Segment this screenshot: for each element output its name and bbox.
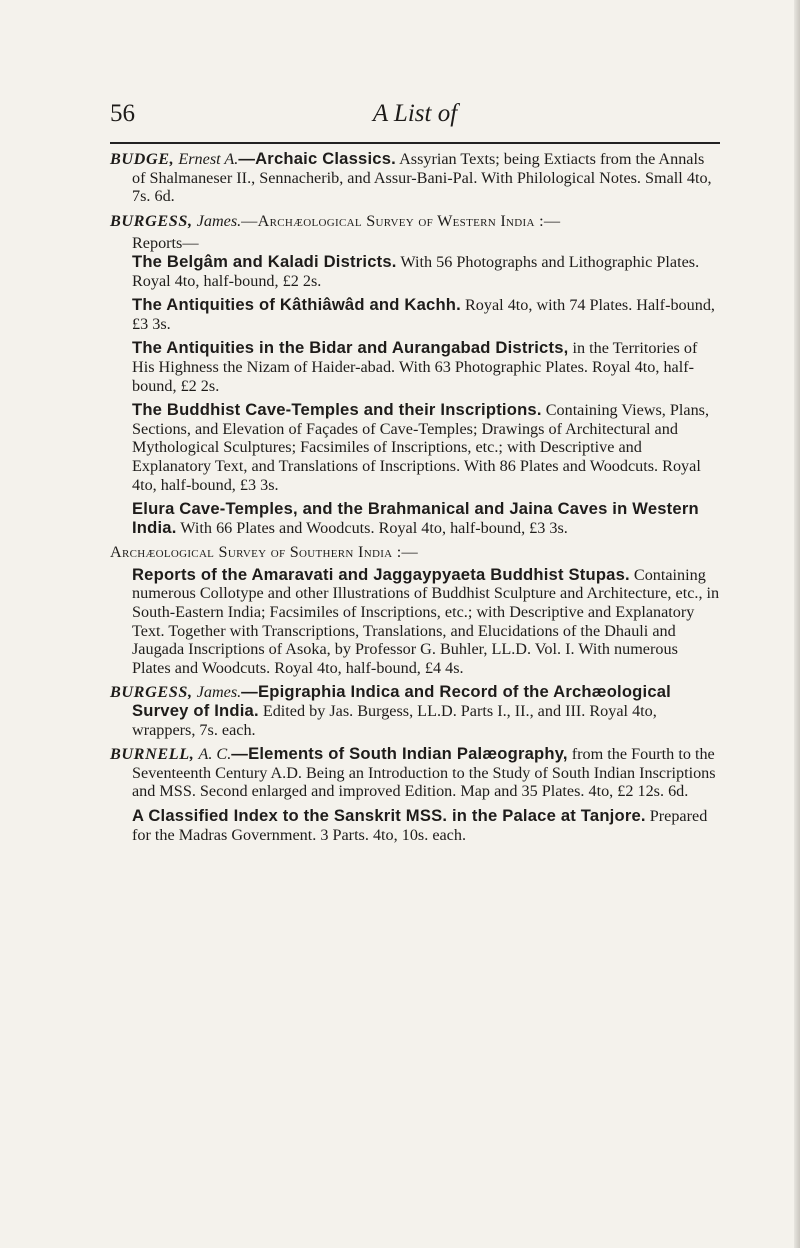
list-entry-elura [132,500,720,537]
entry-description: Containing numerous Collotype and other Illustrations of Buddhist Sculpture and Architecture, etc., in South-Eastern India; Facsimiles of Inscriptions, etc.; with Descriptive and Explanatory Text. Together with Transcriptions, Translations, and Elucidations of the Dhauli and Jaugada Inscriptions of Asoka, by Professor G. Buhler, LL.D. Vol. I. With numerous Plates and Woodcuts. Royal 4to, half-bound, £4 4s. [132,565,720,677]
entry-author-first: A. C. [198,745,232,764]
reports-label-text: Reports— [132,234,199,253]
entry-title: A Classified Index to the Sanskrit MSS. in the Palace at Tanjore. [132,806,646,825]
list-entry-amaravati [132,566,720,678]
header-rule [110,142,720,144]
entry-title: —Epigraphia Indica and Record of the Archæological Survey of India. [132,682,671,721]
entry-title: The Antiquities of Kâthiâwâd and Kachh. [132,295,461,315]
entry-series: Archæological Survey of Southern India :— [110,543,419,562]
entry-author-first: Ernest A. [178,150,239,168]
list-entry-tanjore [132,807,720,844]
entry-author-first: James. [196,683,242,702]
page-header [110,100,720,136]
list-entry-burgess-epigraphia [110,683,720,739]
running-head: A List of [372,100,458,127]
entry-series: —Archæological Survey of Western India :— [241,211,561,230]
entry-author-first: James. [196,211,242,230]
entry-title: —Archaic Classics. [238,149,396,168]
series-heading-southern [110,543,720,562]
entry-title: The Belgâm and Kaladi Districts. [132,251,397,271]
entry-author: BUDGE, [110,150,175,168]
list-entry-buddhist-caves [132,401,720,494]
list-entry-burnell [110,745,720,801]
entry-description: With 56 Photographs and Lithographic Plates. Royal 4to, half-bound, £2 2s. [132,252,700,290]
entry-author: BURGESS, [110,683,193,702]
entry-description: With 66 Plates and Woodcuts. Royal 4to, half-bound, £3 3s. [176,518,568,537]
entry-title: —Elements of South Indian Palæography, [231,744,568,764]
list-entry-bidar [132,339,720,395]
entry-title: The Buddhist Cave-Temples and their Inscriptions. [132,400,542,420]
entry-description: from the Fourth to the Seventeenth Century A.D. Being an Introduction to the Study of South Indian Inscriptions and MSS. Second enlarged and improved Edition. Map and 35 Plates. 4to, £2 12s. 6d. [132,745,716,801]
list-entry-kathiawad [132,296,720,333]
page-edge-shadow [794,0,800,1248]
list-entry-belgam [132,253,720,290]
list-entry-budge [110,150,720,206]
entry-description: Containing Views, Plans, Sections, and Elevation of Façades of Cave-Temples; Drawings of Architectural and Mythological Sculptures; Facsimiles of Inscriptions, etc.; with Descriptive and Explanatory Text, and Translations of Inscriptions. With 86 Plates and Woodcuts. Royal 4to, half-bound, £3 3s. [132,401,710,494]
entry-description: Edited by Jas. Burgess, LL.D. Parts I., II., and III. Royal 4to, wrappers, 7s. each. [132,702,657,739]
entry-title: Reports of the Amaravati and Jaggaypyaeta Buddhist Stupas. [132,564,630,584]
entry-description: Prepared for the Madras Government. 3 Parts. 4to, 10s. each. [132,807,708,844]
reports-label [132,234,720,253]
entry-description: Royal 4to, with 74 Plates. Half-bound, £3 3s. [132,296,715,333]
catalogue-list [110,150,720,850]
entry-description: in the Territories of His Highness the Nizam of Haider-abad. With 63 Photographic Plates. Royal 4to, half-bound, £2 2s. [132,339,698,395]
entry-description: Assyrian Texts; being Extiacts from the Annals of Shalmaneser II., Sennacherib, and Assur-Bani-Pal. With Philological Notes. Small 4to, 7s. 6d. [132,150,712,206]
list-entry-burgess-western [110,212,720,231]
entry-title: The Antiquities in the Bidar and Aurangabad Districts, [132,338,569,358]
entry-title: Elura Cave-Temples, and the Brahmanical and Jaina Caves in Western India. [132,499,699,537]
entry-author: BURNELL, [110,745,195,764]
page-number: 56 [110,100,135,127]
entry-author: BURGESS, [110,211,193,230]
